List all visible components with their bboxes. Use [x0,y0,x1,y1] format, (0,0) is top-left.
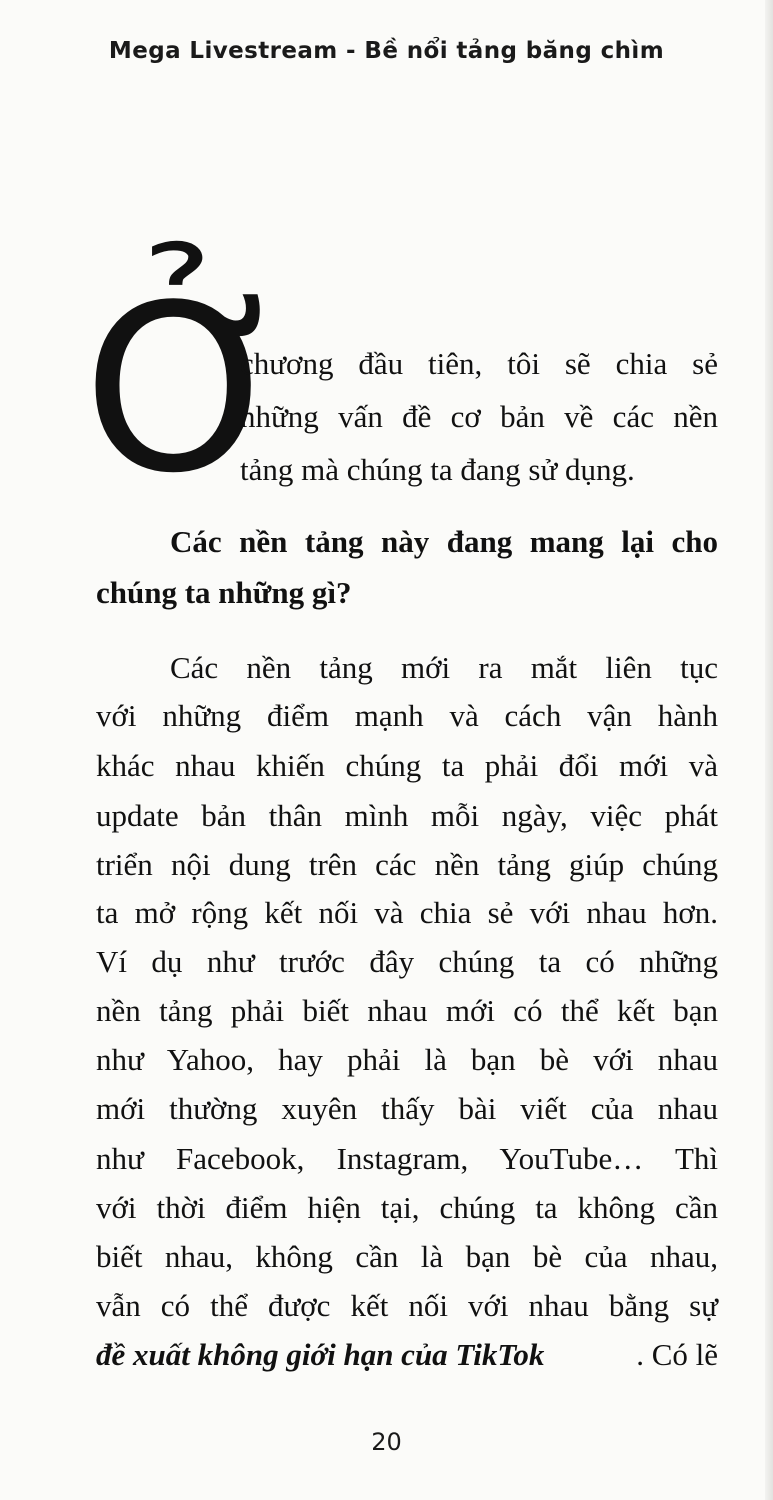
section-heading: Các nền tảng này đang mang lại cho [170,524,718,559]
body-line: update bản thân mình mỗi ngày, việc phát [96,798,718,833]
page-number: 20 [371,1428,402,1456]
body-line: như Yahoo, hay phải là bạn bè với nhau [96,1042,718,1077]
body-line [96,1335,718,1375]
emphasis-text: đề xuất không giới hạn của TikTok [96,1337,545,1372]
body-line: vẫn có thể được kết nối với nhau bằng sự [96,1288,718,1323]
drop-cap [84,257,295,524]
body-line: biết nhau, không cần là bạn bè của nhau, [96,1239,718,1274]
body-line: Ví dụ như trước đây chúng ta có những [96,944,718,979]
body-line: với thời điểm hiện tại, chúng ta không cần [96,1190,718,1225]
body-line: với những điểm mạnh và cách vận hành [96,698,718,733]
body-line: triển nội dung trên các nền tảng giúp chúng [96,847,718,882]
body-line: nền tảng phải biết nhau mới có thể kết bạn [96,993,718,1028]
page-edge [765,0,773,1500]
running-header: Mega Livestream - Bề nổi tảng băng chìm [108,38,665,64]
body-line: Các nền tảng mới ra mắt liên tục [170,650,718,685]
drop-cap-letter: Ở [84,257,295,524]
body-line: mới thường xuyên thấy bài viết của nhau [96,1091,718,1126]
section-heading: chúng ta những gì? [96,575,352,610]
intro-line: tảng mà chúng ta đang sử dụng. [240,452,635,487]
body-line: khác nhau khiến chúng ta phải đổi mới và [96,748,718,783]
body-line: như Facebook, Instagram, YouTube… Thì [96,1141,718,1176]
intro-line: chương đầu tiên, tôi sẽ chia sẻ [240,346,718,381]
body-line-tail: . Có lẽ [636,1337,718,1372]
intro-line: những vấn đề cơ bản về các nền [240,399,718,434]
body-line: ta mở rộng kết nối và chia sẻ với nhau hơn. [96,895,718,930]
